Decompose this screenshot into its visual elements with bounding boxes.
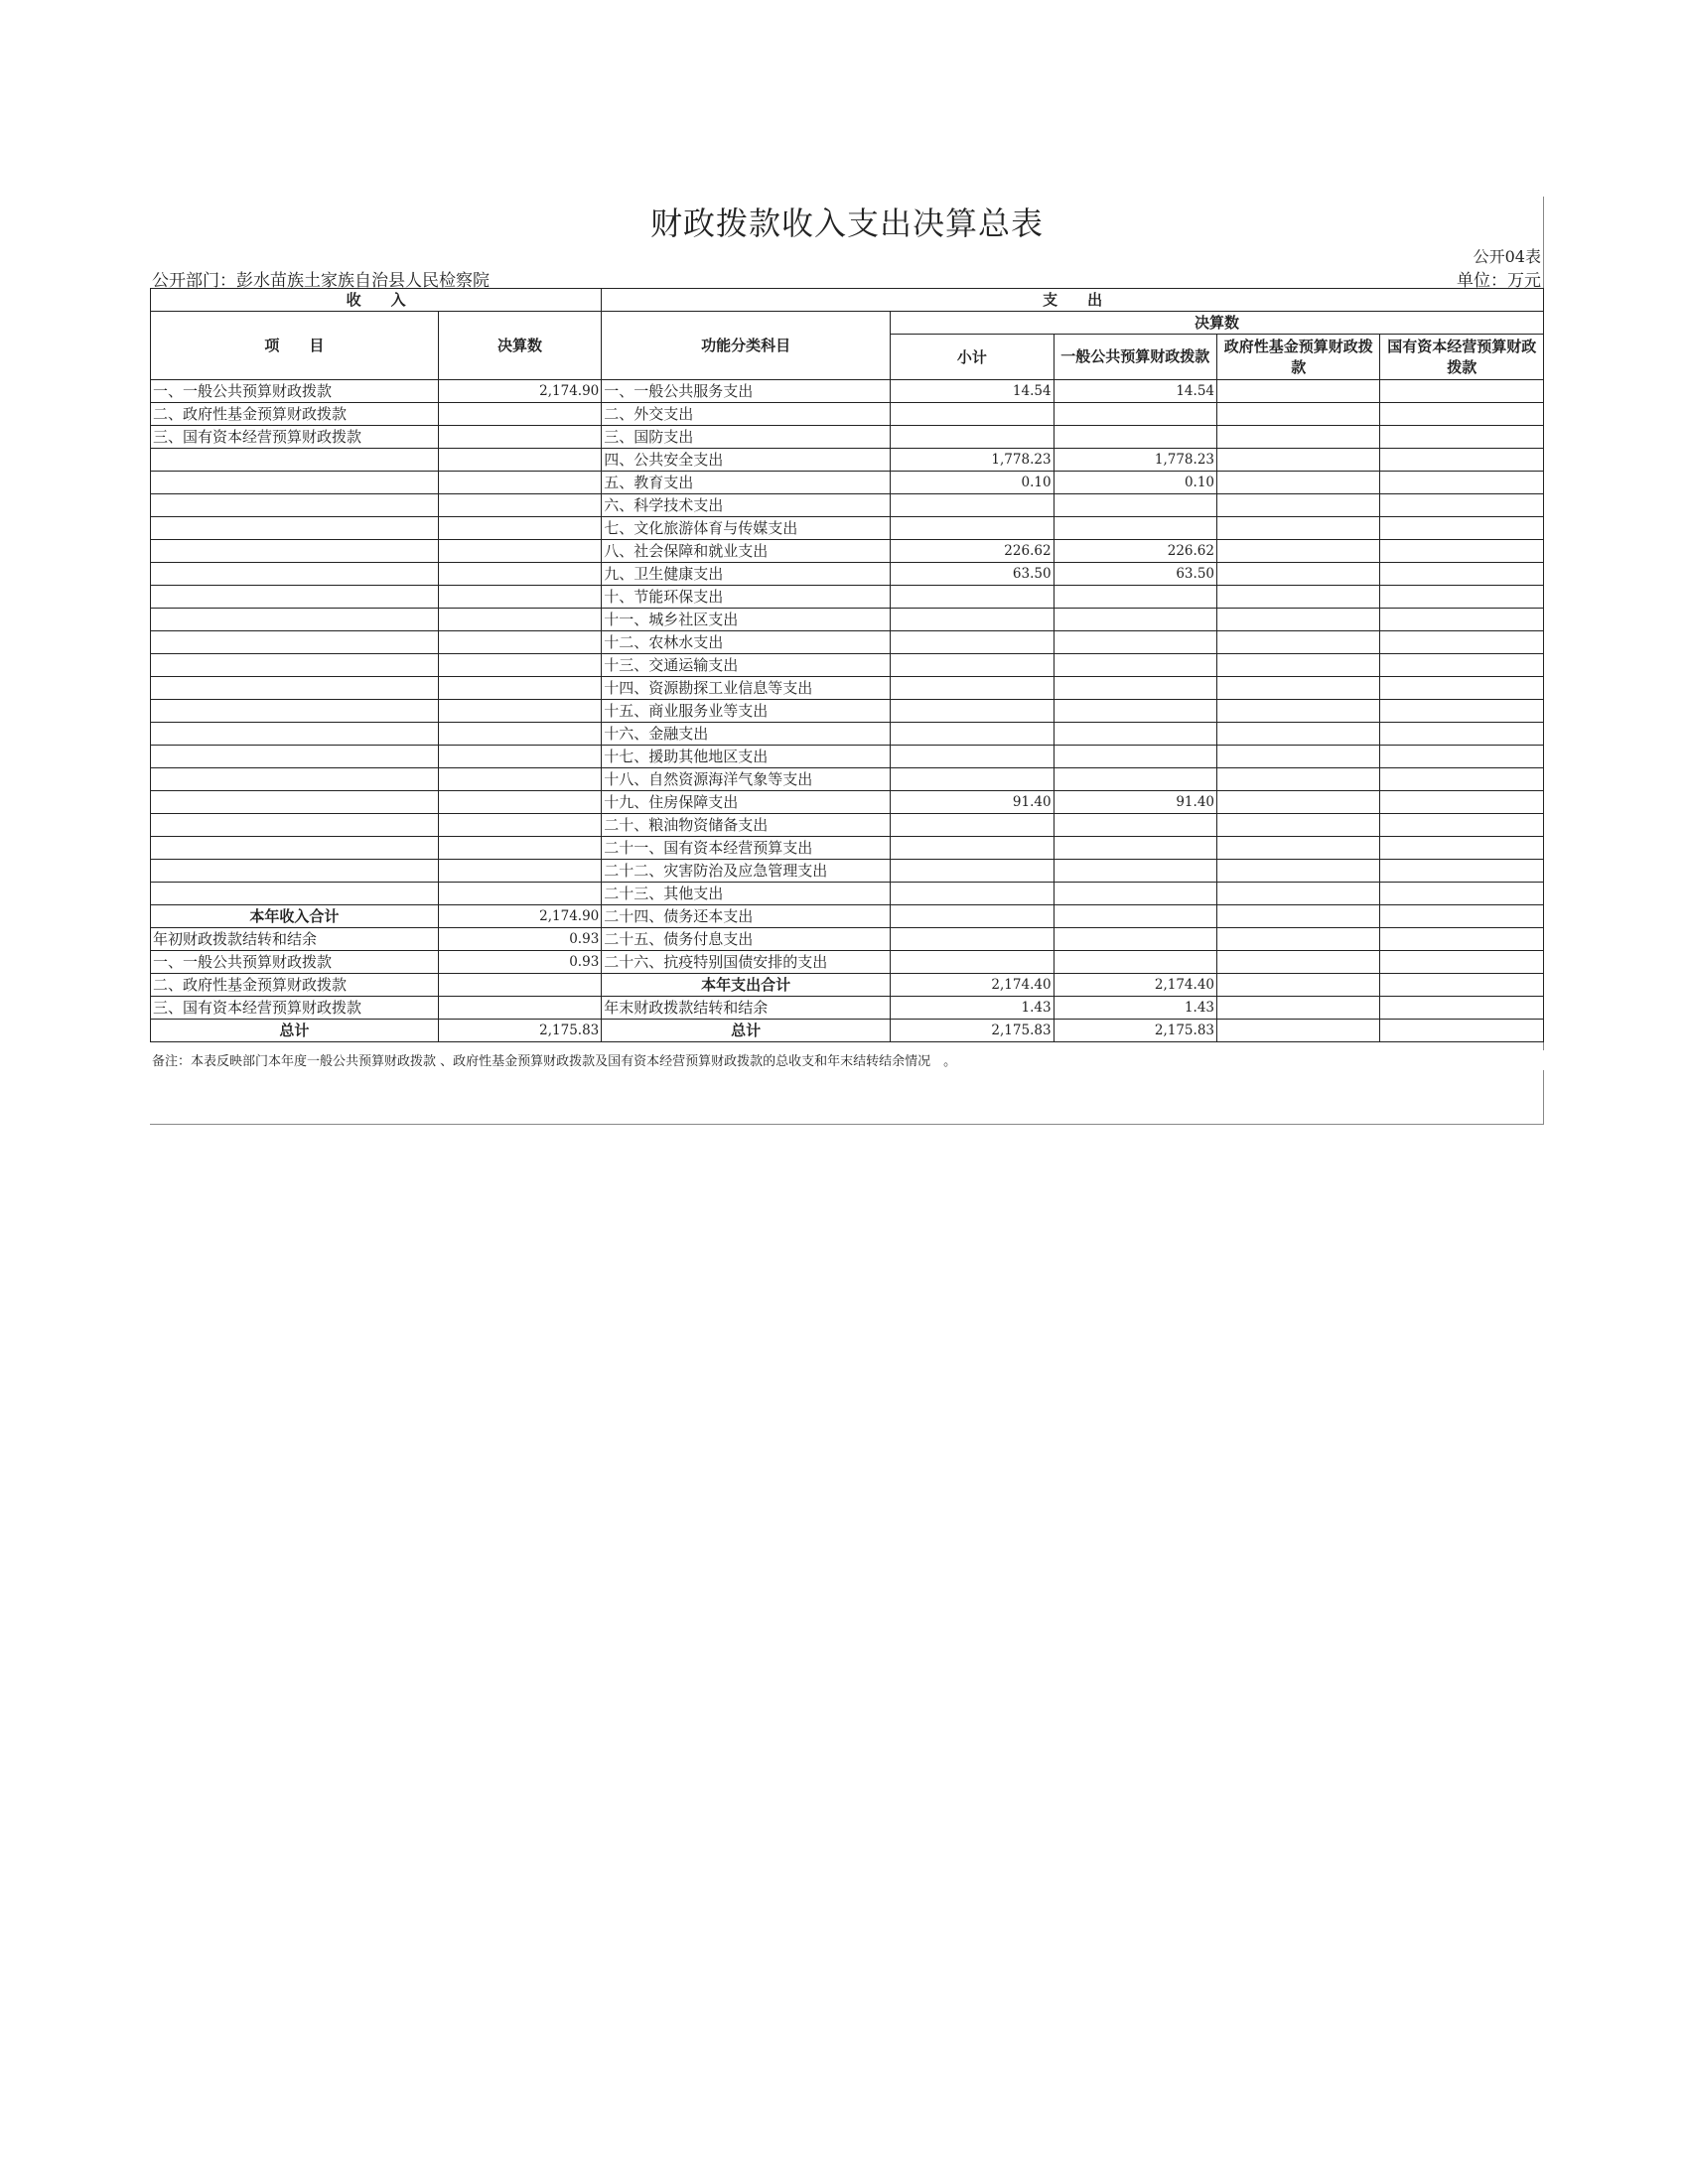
income-item-cell: 一、一般公共预算财政拨款 bbox=[151, 380, 439, 403]
general-budget-cell bbox=[1054, 837, 1216, 860]
expense-item-cell: 十九、住房保障支出 bbox=[602, 791, 891, 814]
subtotal-cell: 1.43 bbox=[891, 997, 1054, 1020]
subtotal-cell bbox=[891, 403, 1054, 426]
state-capital-cell bbox=[1380, 883, 1544, 905]
expense-item-cell: 四、公共安全支出 bbox=[602, 449, 891, 472]
expense-item-cell: 一、一般公共服务支出 bbox=[602, 380, 891, 403]
expense-item-cell: 十六、金融支出 bbox=[602, 723, 891, 746]
income-item-cell bbox=[151, 631, 439, 654]
table-row bbox=[151, 791, 1544, 814]
income-item-cell: 一、一般公共预算财政拨款 bbox=[151, 951, 439, 974]
gov-fund-cell bbox=[1217, 814, 1380, 837]
general-budget-cell: 63.50 bbox=[1054, 563, 1216, 586]
subtotal-cell: 91.40 bbox=[891, 791, 1054, 814]
expense-item-cell: 本年支出合计 bbox=[602, 974, 891, 997]
expense-item-cell: 六、科学技术支出 bbox=[602, 494, 891, 517]
table-row bbox=[151, 1020, 1544, 1042]
subtotal-cell: 63.50 bbox=[891, 563, 1054, 586]
gov-fund-header: 政府性基金预算财政拨款 bbox=[1217, 335, 1380, 380]
subtotal-cell bbox=[891, 609, 1054, 631]
item-header: 项 目 bbox=[151, 312, 439, 380]
gov-fund-cell bbox=[1217, 860, 1380, 883]
expense-item-cell: 十七、援助其他地区支出 bbox=[602, 746, 891, 768]
table-row bbox=[151, 609, 1544, 631]
expense-item-cell: 二十三、其他支出 bbox=[602, 883, 891, 905]
income-item-cell: 二、政府性基金预算财政拨款 bbox=[151, 974, 439, 997]
expense-header: 支 出 bbox=[602, 289, 1544, 312]
footnote: 备注：本表反映部门本年度一般公共预算财政拨款 、政府性基金预算财政拨款及国有资本经营预算财政拨款的总收支和年末结转结余情况 。 bbox=[152, 1054, 957, 1069]
expense-item-cell: 八、社会保障和就业支出 bbox=[602, 540, 891, 563]
state-capital-cell bbox=[1380, 426, 1544, 449]
general-budget-cell: 91.40 bbox=[1054, 791, 1216, 814]
subtotal-cell bbox=[891, 700, 1054, 723]
income-amount-cell bbox=[438, 791, 601, 814]
gov-fund-cell bbox=[1217, 609, 1380, 631]
income-amount-cell bbox=[438, 677, 601, 700]
subtotal-cell: 1,778.23 bbox=[891, 449, 1054, 472]
budget-table bbox=[150, 288, 1544, 1042]
subtotal-cell bbox=[891, 426, 1054, 449]
subtotal-cell: 14.54 bbox=[891, 380, 1054, 403]
general-budget-cell: 2,174.40 bbox=[1054, 974, 1216, 997]
gov-fund-cell bbox=[1217, 883, 1380, 905]
subtotal-cell bbox=[891, 768, 1054, 791]
table-row bbox=[151, 951, 1544, 974]
gov-fund-cell bbox=[1217, 449, 1380, 472]
income-item-cell bbox=[151, 860, 439, 883]
income-amount-cell bbox=[438, 768, 601, 791]
state-capital-cell bbox=[1380, 517, 1544, 540]
state-capital-cell bbox=[1380, 768, 1544, 791]
page-border-bottom bbox=[150, 1124, 1544, 1125]
table-row bbox=[151, 723, 1544, 746]
income-item-cell bbox=[151, 723, 439, 746]
state-capital-cell bbox=[1380, 563, 1544, 586]
gov-fund-cell bbox=[1217, 677, 1380, 700]
table-row bbox=[151, 426, 1544, 449]
subtotal-cell bbox=[891, 517, 1054, 540]
state-capital-cell bbox=[1380, 609, 1544, 631]
gov-fund-cell bbox=[1217, 723, 1380, 746]
income-item-cell bbox=[151, 768, 439, 791]
header-row-1 bbox=[151, 289, 1544, 312]
income-item-cell bbox=[151, 814, 439, 837]
general-budget-cell bbox=[1054, 631, 1216, 654]
general-budget-cell bbox=[1054, 517, 1216, 540]
expense-item-cell: 十、节能环保支出 bbox=[602, 586, 891, 609]
general-budget-cell bbox=[1054, 883, 1216, 905]
gov-fund-cell bbox=[1217, 791, 1380, 814]
general-budget-cell bbox=[1054, 928, 1216, 951]
expense-item-cell: 二十四、债务还本支出 bbox=[602, 905, 891, 928]
state-capital-cell bbox=[1380, 449, 1544, 472]
expense-item-cell: 十八、自然资源海洋气象等支出 bbox=[602, 768, 891, 791]
income-amount-cell bbox=[438, 403, 601, 426]
income-amount-cell bbox=[438, 540, 601, 563]
income-amount-cell bbox=[438, 883, 601, 905]
income-amount-cell bbox=[438, 997, 601, 1020]
page-border-right-bottom bbox=[1543, 1070, 1544, 1125]
subtotal-cell bbox=[891, 928, 1054, 951]
income-amount-cell bbox=[438, 472, 601, 494]
expense-item-cell: 十五、商业服务业等支出 bbox=[602, 700, 891, 723]
expense-item-cell: 十四、资源勘探工业信息等支出 bbox=[602, 677, 891, 700]
general-budget-cell bbox=[1054, 609, 1216, 631]
gov-fund-cell bbox=[1217, 928, 1380, 951]
income-item-cell bbox=[151, 746, 439, 768]
expense-item-cell: 二十、粮油物资储备支出 bbox=[602, 814, 891, 837]
subtotal-cell bbox=[891, 746, 1054, 768]
table-row bbox=[151, 472, 1544, 494]
income-amount-cell bbox=[438, 860, 601, 883]
general-budget-cell bbox=[1054, 677, 1216, 700]
state-capital-cell bbox=[1380, 814, 1544, 837]
income-amount-cell bbox=[438, 517, 601, 540]
expense-item-cell: 三、国防支出 bbox=[602, 426, 891, 449]
income-amount-cell bbox=[438, 654, 601, 677]
state-capital-cell bbox=[1380, 677, 1544, 700]
general-budget-cell bbox=[1054, 746, 1216, 768]
gov-fund-cell bbox=[1217, 426, 1380, 449]
gov-fund-cell bbox=[1217, 997, 1380, 1020]
general-budget-header: 一般公共预算财政拨款 bbox=[1054, 335, 1216, 380]
subtotal-cell bbox=[891, 677, 1054, 700]
income-amount-cell: 2,174.90 bbox=[438, 905, 601, 928]
income-amount-cell: 2,175.83 bbox=[438, 1020, 601, 1042]
gov-fund-cell bbox=[1217, 746, 1380, 768]
table-row bbox=[151, 540, 1544, 563]
expense-item-cell: 五、教育支出 bbox=[602, 472, 891, 494]
state-capital-cell bbox=[1380, 860, 1544, 883]
table-row bbox=[151, 380, 1544, 403]
table-row bbox=[151, 883, 1544, 905]
income-header: 收 入 bbox=[151, 289, 602, 312]
state-capital-cell bbox=[1380, 997, 1544, 1020]
state-capital-cell bbox=[1380, 1020, 1544, 1042]
table-row bbox=[151, 814, 1544, 837]
general-budget-cell bbox=[1054, 654, 1216, 677]
expense-item-cell: 九、卫生健康支出 bbox=[602, 563, 891, 586]
state-capital-cell bbox=[1380, 494, 1544, 517]
table-row bbox=[151, 997, 1544, 1020]
state-capital-cell bbox=[1380, 746, 1544, 768]
general-budget-cell bbox=[1054, 494, 1216, 517]
income-amount-cell: 0.93 bbox=[438, 951, 601, 974]
table-row bbox=[151, 449, 1544, 472]
general-budget-cell: 1,778.23 bbox=[1054, 449, 1216, 472]
subtotal-cell bbox=[891, 723, 1054, 746]
subtotal-cell bbox=[891, 631, 1054, 654]
income-item-cell bbox=[151, 494, 439, 517]
expense-item-cell: 二十五、债务付息支出 bbox=[602, 928, 891, 951]
table-row bbox=[151, 837, 1544, 860]
gov-fund-cell bbox=[1217, 540, 1380, 563]
state-capital-cell bbox=[1380, 631, 1544, 654]
general-budget-cell bbox=[1054, 426, 1216, 449]
subtotal-cell bbox=[891, 905, 1054, 928]
expense-item-cell: 十二、农林水支出 bbox=[602, 631, 891, 654]
state-capital-cell bbox=[1380, 837, 1544, 860]
general-budget-cell bbox=[1054, 586, 1216, 609]
state-capital-cell bbox=[1380, 586, 1544, 609]
state-capital-cell bbox=[1380, 540, 1544, 563]
state-capital-cell bbox=[1380, 403, 1544, 426]
expense-item-cell: 七、文化旅游体育与传媒支出 bbox=[602, 517, 891, 540]
gov-fund-cell bbox=[1217, 631, 1380, 654]
expense-item-cell: 十三、交通运输支出 bbox=[602, 654, 891, 677]
table-row bbox=[151, 631, 1544, 654]
func-category-header: 功能分类科目 bbox=[602, 312, 891, 380]
general-budget-cell: 2,175.83 bbox=[1054, 1020, 1216, 1042]
general-budget-cell bbox=[1054, 814, 1216, 837]
income-item-cell bbox=[151, 654, 439, 677]
income-amount-cell bbox=[438, 700, 601, 723]
general-budget-cell bbox=[1054, 723, 1216, 746]
income-item-cell: 二、政府性基金预算财政拨款 bbox=[151, 403, 439, 426]
expense-item-cell: 二、外交支出 bbox=[602, 403, 891, 426]
income-amount-cell bbox=[438, 631, 601, 654]
subtotal-cell bbox=[891, 494, 1054, 517]
subtotal-cell bbox=[891, 883, 1054, 905]
income-item-cell bbox=[151, 472, 439, 494]
gov-fund-cell bbox=[1217, 905, 1380, 928]
gov-fund-cell bbox=[1217, 951, 1380, 974]
income-item-cell: 年初财政拨款结转和结余 bbox=[151, 928, 439, 951]
subtotal-cell bbox=[891, 837, 1054, 860]
state-capital-cell bbox=[1380, 700, 1544, 723]
income-item-cell bbox=[151, 517, 439, 540]
general-budget-cell: 14.54 bbox=[1054, 380, 1216, 403]
general-budget-cell: 226.62 bbox=[1054, 540, 1216, 563]
income-amount-cell bbox=[438, 449, 601, 472]
income-item-cell bbox=[151, 677, 439, 700]
state-capital-cell bbox=[1380, 472, 1544, 494]
gov-fund-cell bbox=[1217, 563, 1380, 586]
expense-item-cell: 二十二、灾害防治及应急管理支出 bbox=[602, 860, 891, 883]
income-item-cell bbox=[151, 563, 439, 586]
gov-fund-cell bbox=[1217, 837, 1380, 860]
income-amount-cell bbox=[438, 837, 601, 860]
state-capital-cell bbox=[1380, 380, 1544, 403]
general-budget-cell: 1.43 bbox=[1054, 997, 1216, 1020]
income-item-cell bbox=[151, 449, 439, 472]
general-budget-cell bbox=[1054, 951, 1216, 974]
state-capital-cell bbox=[1380, 723, 1544, 746]
subtotal-cell bbox=[891, 586, 1054, 609]
income-item-cell bbox=[151, 837, 439, 860]
table-row bbox=[151, 403, 1544, 426]
general-budget-cell bbox=[1054, 768, 1216, 791]
table-row bbox=[151, 928, 1544, 951]
table-row bbox=[151, 494, 1544, 517]
state-capital-cell bbox=[1380, 928, 1544, 951]
income-item-cell: 三、国有资本经营预算财政拨款 bbox=[151, 426, 439, 449]
income-amount-cell bbox=[438, 426, 601, 449]
unit-label: 单位：万元 bbox=[1457, 271, 1541, 291]
income-amount-cell bbox=[438, 974, 601, 997]
subtotal-cell: 0.10 bbox=[891, 472, 1054, 494]
income-amount-cell bbox=[438, 746, 601, 768]
gov-fund-cell bbox=[1217, 586, 1380, 609]
general-budget-cell bbox=[1054, 905, 1216, 928]
income-item-cell bbox=[151, 609, 439, 631]
state-capital-header: 国有资本经营预算财政拨款 bbox=[1380, 335, 1544, 380]
final-amount-header: 决算数 bbox=[438, 312, 601, 380]
page-title: 财政拨款收入支出决算总表 bbox=[649, 205, 1044, 242]
income-item-cell: 三、国有资本经营预算财政拨款 bbox=[151, 997, 439, 1020]
table-row bbox=[151, 654, 1544, 677]
state-capital-cell bbox=[1380, 974, 1544, 997]
gov-fund-cell bbox=[1217, 700, 1380, 723]
general-budget-cell bbox=[1054, 700, 1216, 723]
gov-fund-cell bbox=[1217, 768, 1380, 791]
gov-fund-cell bbox=[1217, 654, 1380, 677]
subtotal-header: 小计 bbox=[891, 335, 1054, 380]
state-capital-cell bbox=[1380, 654, 1544, 677]
table-row bbox=[151, 700, 1544, 723]
table-row bbox=[151, 905, 1544, 928]
gov-fund-cell bbox=[1217, 403, 1380, 426]
general-budget-cell bbox=[1054, 403, 1216, 426]
subtotal-cell: 2,175.83 bbox=[891, 1020, 1054, 1042]
state-capital-cell bbox=[1380, 905, 1544, 928]
income-amount-cell bbox=[438, 494, 601, 517]
income-amount-cell bbox=[438, 609, 601, 631]
expense-item-cell: 二十六、抗疫特别国债安排的支出 bbox=[602, 951, 891, 974]
gov-fund-cell bbox=[1217, 1020, 1380, 1042]
table-row bbox=[151, 746, 1544, 768]
table-row bbox=[151, 563, 1544, 586]
general-budget-cell: 0.10 bbox=[1054, 472, 1216, 494]
subtotal-cell bbox=[891, 654, 1054, 677]
form-code: 公开04表 bbox=[1473, 247, 1541, 266]
table-row bbox=[151, 517, 1544, 540]
income-amount-cell bbox=[438, 563, 601, 586]
expense-item-cell: 总计 bbox=[602, 1020, 891, 1042]
gov-fund-cell bbox=[1217, 974, 1380, 997]
subtotal-cell bbox=[891, 951, 1054, 974]
subtotal-cell bbox=[891, 860, 1054, 883]
gov-fund-cell bbox=[1217, 494, 1380, 517]
final-amount-group-header: 决算数 bbox=[891, 312, 1544, 335]
department-label: 公开部门：彭水苗族土家族自治县人民检察院 bbox=[152, 271, 490, 291]
income-item-cell: 总计 bbox=[151, 1020, 439, 1042]
expense-item-cell: 年末财政拨款结转和结余 bbox=[602, 997, 891, 1020]
state-capital-cell bbox=[1380, 791, 1544, 814]
income-amount-cell bbox=[438, 814, 601, 837]
income-item-cell: 本年收入合计 bbox=[151, 905, 439, 928]
income-item-cell bbox=[151, 791, 439, 814]
expense-item-cell: 十一、城乡社区支出 bbox=[602, 609, 891, 631]
table-row bbox=[151, 860, 1544, 883]
income-item-cell bbox=[151, 540, 439, 563]
income-item-cell bbox=[151, 700, 439, 723]
expense-item-cell: 二十一、国有资本经营预算支出 bbox=[602, 837, 891, 860]
table-row bbox=[151, 974, 1544, 997]
subtotal-cell bbox=[891, 814, 1054, 837]
income-amount-cell: 2,174.90 bbox=[438, 380, 601, 403]
gov-fund-cell bbox=[1217, 517, 1380, 540]
table-row bbox=[151, 768, 1544, 791]
income-item-cell bbox=[151, 586, 439, 609]
gov-fund-cell bbox=[1217, 380, 1380, 403]
header-row-2 bbox=[151, 312, 1544, 335]
subtotal-cell: 2,174.40 bbox=[891, 974, 1054, 997]
gov-fund-cell bbox=[1217, 472, 1380, 494]
income-amount-cell: 0.93 bbox=[438, 928, 601, 951]
income-item-cell bbox=[151, 883, 439, 905]
general-budget-cell bbox=[1054, 860, 1216, 883]
income-amount-cell bbox=[438, 586, 601, 609]
table-row bbox=[151, 586, 1544, 609]
income-amount-cell bbox=[438, 723, 601, 746]
state-capital-cell bbox=[1380, 951, 1544, 974]
table-row bbox=[151, 677, 1544, 700]
subtotal-cell: 226.62 bbox=[891, 540, 1054, 563]
